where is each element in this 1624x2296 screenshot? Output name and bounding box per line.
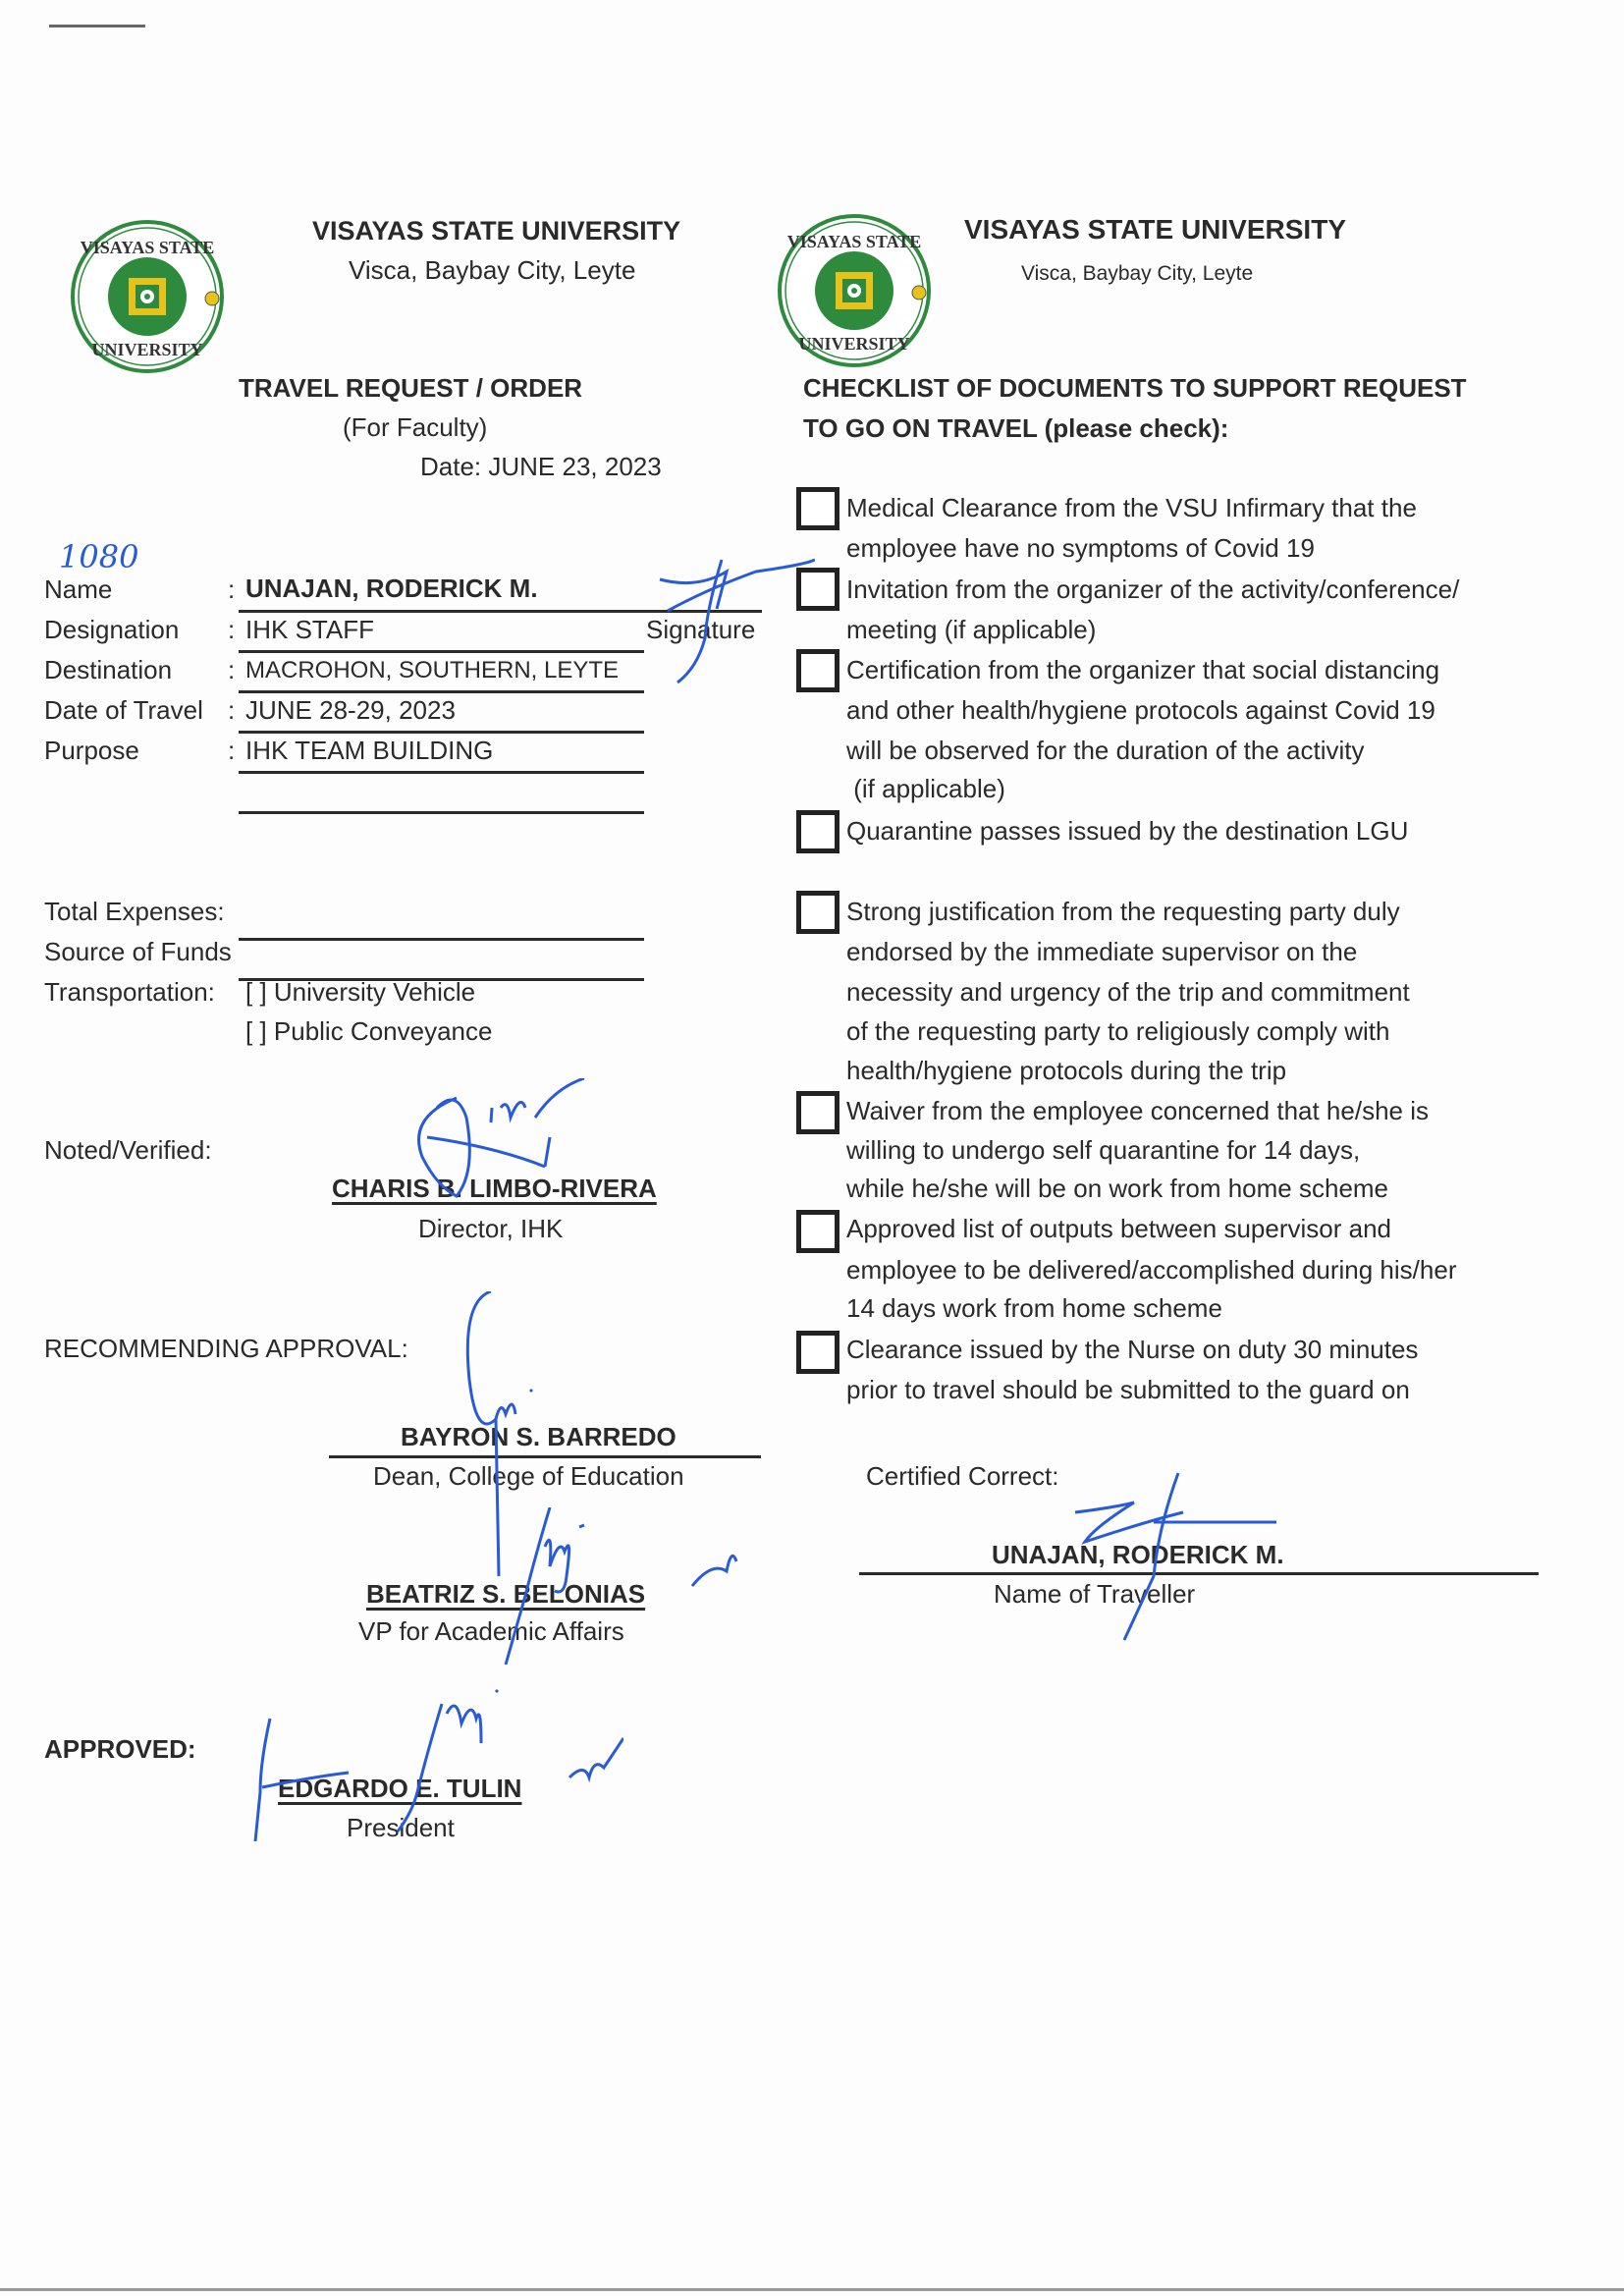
form-title: TRAVEL REQUEST / ORDER — [239, 373, 583, 403]
item-medical-line-1: Medical Clearance from the VSU Infirmary that the — [846, 493, 1417, 522]
noted-label: Noted/Verified: — [44, 1135, 212, 1165]
name-label: Name — [44, 574, 113, 604]
purpose-underline — [239, 771, 644, 774]
scan-mark-top — [49, 25, 145, 27]
form-date: Date: JUNE 23, 2023 — [420, 452, 662, 481]
date-of-travel-underline — [239, 731, 644, 734]
certified-correct-label: Certified Correct: — [866, 1461, 1059, 1491]
approved-label: APPROVED: — [44, 1734, 196, 1764]
item-waiver-line-3: while he/she will be on work from home scheme — [846, 1174, 1389, 1203]
item-quarantine-line-1: Quarantine passes issued by the destination LGU — [846, 816, 1409, 846]
item-justification-line-2: endorsed by the immediate supervisor on the — [846, 937, 1358, 966]
handwritten-number: 1080 — [59, 538, 139, 575]
recommender-1-name: BAYRON S. BARREDO — [401, 1422, 677, 1451]
item-certification-line-3: will be observed for the duration of the activity — [846, 736, 1365, 765]
transport-option-public-conveyance[interactable]: [ ] Public Conveyance — [245, 1016, 493, 1046]
svg-text:VISAYAS STATE: VISAYAS STATE — [786, 232, 922, 251]
source-of-funds-label: Source of Funds — [44, 937, 232, 966]
checklist-title-line-1: CHECKLIST OF DOCUMENTS TO SUPPORT REQUEST — [803, 373, 1467, 403]
checkbox-quarantine-passes[interactable] — [796, 810, 839, 853]
university-seal-icon-right — [776, 212, 933, 369]
destination-underline — [239, 690, 644, 693]
item-justification-line-3: necessity and urgency of the trip and commitment — [846, 977, 1410, 1007]
name-underline — [239, 610, 762, 613]
university-name-right: VISAYAS STATE UNIVERSITY — [964, 214, 1346, 245]
recommender-1-title: Dean, College of Education — [373, 1461, 684, 1491]
checkbox-nurse-clearance[interactable] — [796, 1331, 839, 1374]
total-expenses-field[interactable] — [239, 938, 644, 941]
transport-option-university-vehicle[interactable]: [ ] University Vehicle — [245, 977, 476, 1007]
item-certification-line-4: (if applicable) — [846, 774, 1005, 803]
total-expenses-label: Total Expenses: — [44, 897, 225, 926]
date-of-travel-label: Date of Travel — [44, 695, 203, 725]
item-nurse-line-2: prior to travel should be submitted to the guard on — [846, 1375, 1410, 1404]
item-invitation-line-2: meeting (if applicable) — [846, 615, 1097, 644]
svg-text:UNIVERSITY: UNIVERSITY — [798, 334, 910, 354]
designation-value[interactable]: IHK STAFF — [245, 615, 374, 644]
traveller-line — [859, 1572, 1539, 1575]
item-outputs-line-2: employee to be delivered/accomplished during his/her — [846, 1255, 1457, 1285]
purpose-value[interactable]: IHK TEAM BUILDING — [245, 736, 494, 765]
purpose-sep: : — [228, 736, 236, 765]
recommender-2-name: BEATRIZ S. BELONIAS — [366, 1579, 646, 1609]
date-of-travel-sep: : — [228, 695, 236, 725]
destination-label: Destination — [44, 655, 173, 684]
signature-label: Signature — [646, 615, 756, 644]
noted-signatory-name: CHARIS B. LIMBO-RIVERA — [332, 1174, 657, 1203]
item-justification-line-5: health/hygiene protocols during the trip — [846, 1056, 1287, 1085]
designation-sep: : — [228, 615, 236, 644]
form-subtitle: (For Faculty) — [343, 412, 488, 442]
traveller-caption: Name of Traveller — [994, 1579, 1196, 1609]
svg-text:UNIVERSITY: UNIVERSITY — [91, 340, 203, 359]
transportation-label: Transportation: — [44, 977, 215, 1007]
university-seal-icon — [69, 218, 226, 375]
item-justification-line-4: of the requesting party to religiously comply with — [846, 1016, 1390, 1046]
svg-text:VISAYAS STATE: VISAYAS STATE — [80, 238, 215, 257]
approver-title: President — [347, 1813, 455, 1842]
checkbox-strong-justification[interactable] — [796, 891, 839, 934]
date-of-travel-value[interactable]: JUNE 28-29, 2023 — [245, 695, 456, 725]
destination-sep: : — [228, 655, 236, 684]
item-waiver-line-2: willing to undergo self quarantine for 14 days, — [846, 1135, 1361, 1165]
item-certification-line-1: Certification from the organizer that social distancing — [846, 655, 1440, 684]
item-medical-line-2: employee have no symptoms of Covid 19 — [846, 533, 1315, 563]
checklist-title-line-2: TO GO ON TRAVEL (please check): — [803, 413, 1229, 443]
checkbox-waiver[interactable] — [796, 1091, 839, 1134]
item-outputs-line-3: 14 days work from home scheme — [846, 1293, 1222, 1323]
name-value[interactable]: UNAJAN, RODERICK M. — [245, 574, 538, 603]
item-nurse-line-1: Clearance issued by the Nurse on duty 30 minutes — [846, 1335, 1419, 1364]
item-invitation-line-1: Invitation from the organizer of the activity/conference/ — [846, 574, 1460, 604]
checkbox-invitation[interactable] — [796, 568, 839, 611]
recommender-2-title: VP for Academic Affairs — [358, 1616, 624, 1646]
scan-edge-bottom — [0, 2288, 1624, 2291]
checkbox-approved-outputs[interactable] — [796, 1210, 839, 1253]
destination-value[interactable]: MACROHON, SOUTHERN, LEYTE — [245, 657, 620, 683]
purpose-underline-2 — [239, 811, 644, 814]
designation-label: Designation — [44, 615, 180, 644]
item-certification-line-2: and other health/hygiene protocols against Covid 19 — [846, 695, 1435, 725]
approver-name: EDGARDO E. TULIN — [278, 1774, 522, 1803]
recommending-label: RECOMMENDING APPROVAL: — [44, 1334, 408, 1363]
university-address: Visca, Baybay City, Leyte — [349, 255, 636, 285]
designation-underline — [239, 650, 644, 653]
university-address-right: Visca, Baybay City, Leyte — [1021, 262, 1254, 285]
item-waiver-line-1: Waiver from the employee concerned that he/she is — [846, 1096, 1429, 1125]
name-sep: : — [228, 574, 236, 604]
item-outputs-line-1: Approved list of outputs between supervisor and — [846, 1214, 1392, 1243]
checkbox-certification[interactable] — [796, 649, 839, 692]
university-name: VISAYAS STATE UNIVERSITY — [312, 216, 681, 246]
checkbox-medical-clearance[interactable] — [796, 487, 839, 530]
traveller-name: UNAJAN, RODERICK M. — [992, 1540, 1284, 1569]
noted-signatory-title: Director, IHK — [418, 1214, 564, 1243]
recommender-1-line — [329, 1455, 761, 1458]
purpose-label: Purpose — [44, 736, 139, 765]
item-justification-line-1: Strong justification from the requesting party duly — [846, 897, 1400, 926]
